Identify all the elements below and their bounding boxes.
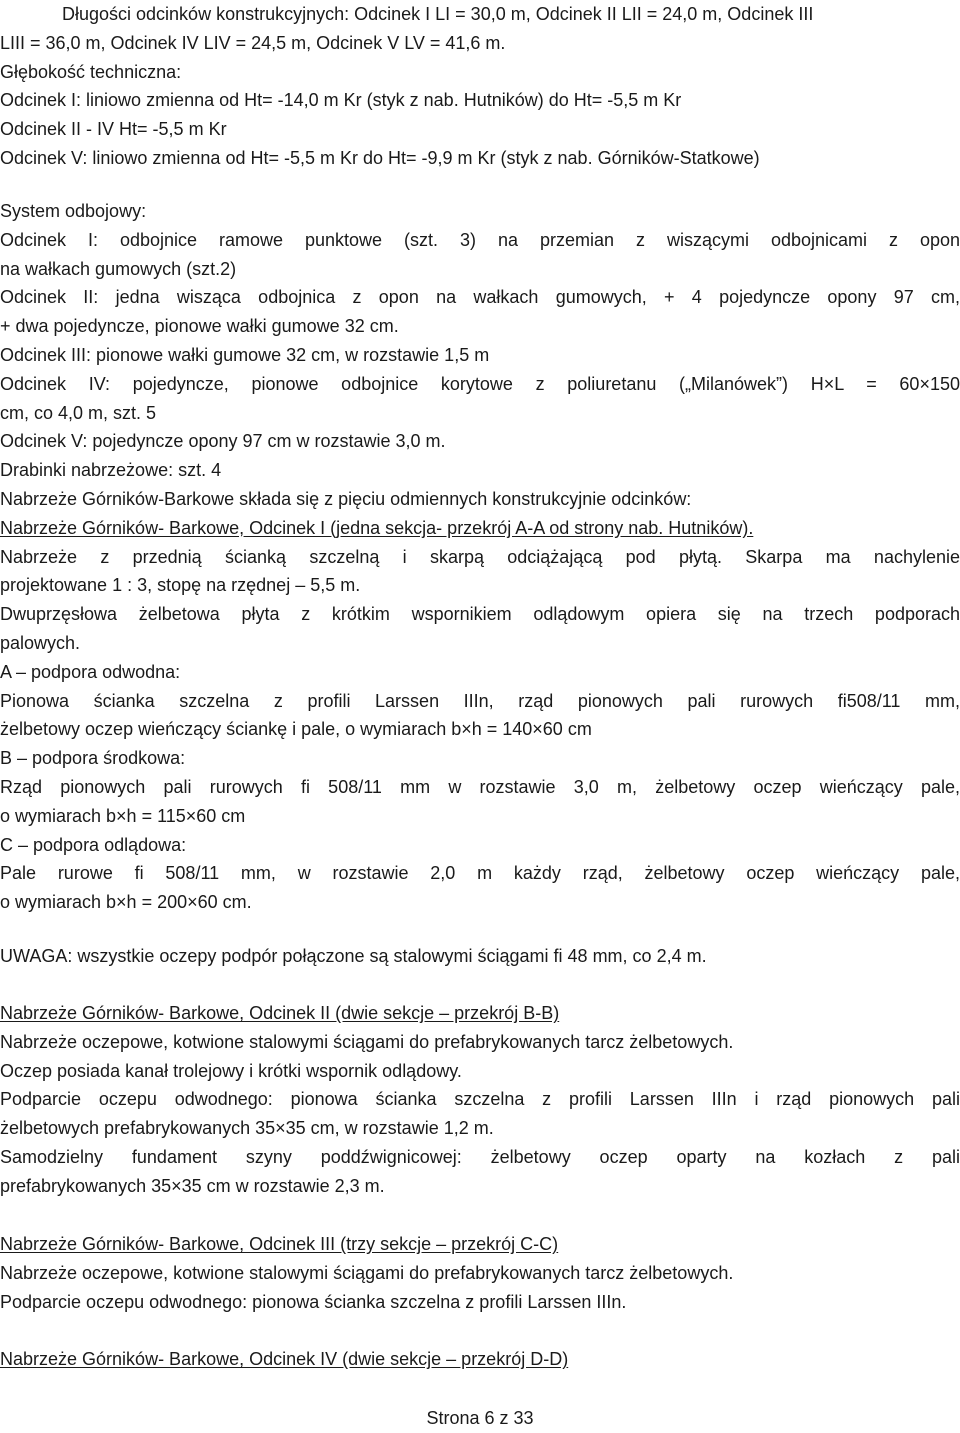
text-line: prefabrykowanych 35×35 cm w rozstawie 2,3 m. [0, 1175, 385, 1196]
text-line: C – podpora odlądowa: [0, 834, 187, 855]
text-line: + dwa pojedyncze, pionowe wałki gumowe 32 cm. [0, 316, 399, 337]
text-line: o wymiarach b×h = 200×60 cm. [0, 892, 252, 913]
text-line: Odcinek IV: pojedyncze, pionowe odbojnice korytowe z poliuretanu („Milanówek”) H×L = 60×150 [0, 373, 960, 394]
text-line: Głębokość techniczna: [0, 61, 182, 82]
text-line: System odbojowy: [0, 201, 147, 221]
text-line: palowych. [0, 632, 81, 653]
text-line: Podparcie oczepu odwodnego: pionowa ścianka szczelna z profili Larssen IIIn. [0, 1291, 627, 1312]
text-line: Nabrzeże oczepowe, kotwione stalowymi ściągami do prefabrykowanych tarcz żelbetowych. [0, 1031, 734, 1052]
text-line: Długości odcinków konstrukcyjnych: Odcinek I LI = 30,0 m, Odcinek II LII = 24,0 m, Odcinek III [62, 4, 814, 24]
intro-block [0, 0, 960, 173]
note-block [0, 942, 960, 971]
text-line: Odcinek II: jedna wisząca odbojnica z opon na wałkach gumowych, + 4 pojedyncze opony 97 cm, [0, 287, 960, 308]
text-line: Odcinek II - IV Ht= -5,5 m Kr [0, 119, 227, 140]
text-line: żelbetowych prefabrykowanych 35×35 cm, w rozstawie 1,2 m. [0, 1118, 494, 1139]
text-line: Samodzielny fundament szyny poddźwignicowej: żelbetowy oczep oparty na kozłach z pali [0, 1146, 960, 1167]
fender-block [0, 197, 960, 917]
text-line: A – podpora odwodna: [0, 661, 181, 682]
text-line: Odcinek V: pojedyncze opony 97 cm w rozstawie 3,0 m. [0, 431, 446, 452]
text-line: Nabrzeże Górników-Barkowe składa się z pięciu odmiennych konstrukcyjnie odcinków: [0, 488, 692, 509]
text-line: Pale rurowe fi 508/11 mm, w rozstawie 2,0 m każdy rząd, żelbetowy oczep wieńczący pale, [0, 863, 960, 884]
text-line: Drabinki nabrzeżowe: szt. 4 [0, 460, 222, 481]
text-line: Podparcie oczepu odwodnego: pionowa ścianka szczelna z profili Larssen IIIn i rząd pionowych pali [0, 1089, 960, 1110]
text-line: o wymiarach b×h = 115×60 cm [0, 805, 246, 826]
text-line: Nabrzeże oczepowe, kotwione stalowymi ściągami do prefabrykowanych tarcz żelbetowych. [0, 1262, 734, 1283]
text-line: LIII = 36,0 m, Odcinek IV LIV = 24,5 m, Odcinek V LV = 41,6 m. [0, 32, 506, 53]
section-heading: Nabrzeże Górników- Barkowe, Odcinek I (jedna sekcja- przekrój A-A od strony nab. Hutników). [0, 517, 754, 538]
text-line: Odcinek I: odbojnice ramowe punktowe (szt. 3) na przemian z wiszącymi odbojnicami z opon [0, 229, 960, 250]
text-line: Odcinek III: pionowe wałki gumowe 32 cm, w rozstawie 1,5 m [0, 344, 490, 365]
section-heading: Nabrzeże Górników- Barkowe, Odcinek II (dwie sekcje – przekrój B-B) [0, 1003, 560, 1023]
page-number: Strona 6 z 33 [426, 1408, 534, 1428]
section-2 [0, 999, 960, 1201]
text-line: cm, co 4,0 m, szt. 5 [0, 402, 157, 423]
text-line: projektowane 1 : 3, stopę na rzędnej – 5,5 m. [0, 575, 361, 596]
text-line: Odcinek V: liniowo zmienna od Ht= -5,5 m Kr do Ht= -9,9 m Kr (styk z nab. Górników-Statkowe) [0, 147, 760, 168]
text-line: Oczep posiada kanał trolejowy i krótki wspornik odlądowy. [0, 1060, 462, 1081]
text-line: Odcinek I: liniowo zmienna od Ht= -14,0 m Kr (styk z nab. Hutników) do Ht= -5,5 m Kr [0, 90, 682, 111]
section-heading: Nabrzeże Górników- Barkowe, Odcinek IV (dwie sekcje – przekrój D-D) [0, 1349, 569, 1369]
text-line: żelbetowy oczep wieńczący ściankę i pale, o wymiarach b×h = 140×60 cm [0, 719, 592, 740]
section-3 [0, 1230, 960, 1316]
text-line: Dwuprzęsłowa żelbetowa płyta z krótkim wspornikiem odlądowym opiera się na trzech podporach [0, 604, 960, 625]
section-4 [0, 1345, 960, 1374]
text-line: B – podpora środkowa: [0, 748, 186, 769]
note-line: UWAGA: wszystkie oczepy podpór połączone są stalowymi ściągami fi 48 mm, co 2,4 m. [0, 946, 707, 966]
text-line: Nabrzeże z przednią ścianką szczelną i skarpą odciążającą pod płytą. Skarpa ma nachylenie [0, 546, 960, 567]
text-line: na wałkach gumowych (szt.2) [0, 258, 237, 279]
text-line: Pionowa ścianka szczelna z profili Larssen IIIn, rząd pionowych pali rurowych fi508/11 mm, [0, 690, 960, 711]
text-line: Rząd pionowych pali rurowych fi 508/11 mm w rozstawie 3,0 m, żelbetowy oczep wieńczący pale, [0, 776, 960, 797]
section-heading: Nabrzeże Górników- Barkowe, Odcinek III (trzy sekcje – przekrój C-C) [0, 1234, 559, 1254]
